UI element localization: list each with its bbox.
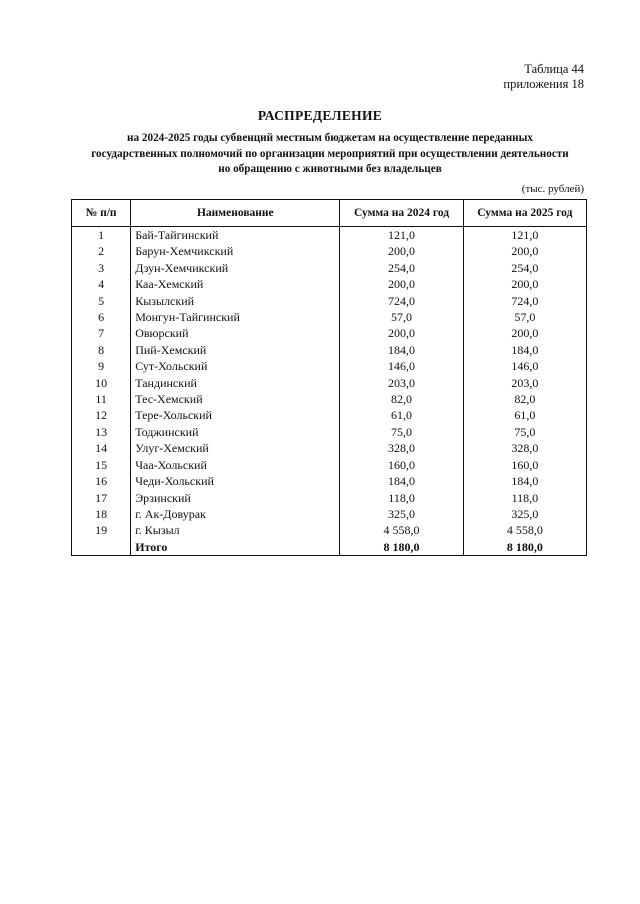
table-row (72, 243, 587, 259)
row-sum-2024-cell: 121,0 (340, 227, 463, 244)
row-sum-2025-cell: 75,0 (463, 424, 586, 440)
row-sum-2025-cell: 57,0 (463, 309, 586, 325)
row-sum-2024-cell: 160,0 (340, 457, 463, 473)
row-name-cell: Тоджинский (131, 424, 340, 440)
subtitle-line: государственных полномочий по организации мероприятий при осуществлении деятельности (91, 147, 569, 160)
total-sum-2025-cell: 8 180,0 (463, 539, 586, 556)
row-sum-2025-cell: 203,0 (463, 375, 586, 391)
row-name-cell: Тес-Хемский (131, 391, 340, 407)
table-row (72, 260, 587, 276)
row-name-cell: Монгун-Тайгинский (131, 309, 340, 325)
table-row (72, 490, 587, 506)
row-sum-2025-cell: 184,0 (463, 342, 586, 358)
subtitle-line: на 2024-2025 годы субвенций местным бюджетам на осуществление переданных (127, 132, 533, 144)
row-sum-2025-cell: 4 558,0 (463, 522, 586, 538)
table-row (72, 375, 587, 391)
row-sum-2025-cell: 200,0 (463, 325, 586, 341)
row-sum-2025-cell: 200,0 (463, 276, 586, 292)
column-header-number: № п/п (72, 200, 131, 227)
row-name-cell: Тере-Хольский (131, 407, 340, 423)
row-number-cell: 12 (72, 407, 131, 423)
table-row (72, 391, 587, 407)
total-number-cell (72, 539, 131, 556)
row-number-cell: 2 (72, 243, 131, 259)
row-sum-2024-cell: 724,0 (340, 293, 463, 309)
row-sum-2025-cell: 146,0 (463, 358, 586, 374)
row-number-cell: 16 (72, 473, 131, 489)
table-row (72, 473, 587, 489)
row-name-cell: Дзун-Хемчикский (131, 260, 340, 276)
document-subtitle (60, 131, 600, 178)
row-number-cell: 11 (72, 391, 131, 407)
row-sum-2024-cell: 200,0 (340, 243, 463, 259)
table-row (72, 325, 587, 341)
column-header-sum-2024: Сумма на 2024 год (340, 200, 463, 227)
table-row (72, 522, 587, 538)
row-number-cell: 13 (72, 424, 131, 440)
row-sum-2024-cell: 200,0 (340, 325, 463, 341)
row-sum-2025-cell: 328,0 (463, 440, 586, 456)
row-number-cell: 19 (72, 522, 131, 538)
row-sum-2024-cell: 328,0 (340, 440, 463, 456)
row-sum-2025-cell: 121,0 (463, 227, 586, 244)
row-sum-2025-cell: 118,0 (463, 490, 586, 506)
row-sum-2024-cell: 203,0 (340, 375, 463, 391)
row-number-cell: 15 (72, 457, 131, 473)
column-header-name: Наименование (131, 200, 340, 227)
row-name-cell: Каа-Хемский (131, 276, 340, 292)
distribution-table (71, 199, 587, 556)
table-row (72, 424, 587, 440)
row-name-cell: Сут-Хольский (131, 358, 340, 374)
row-number-cell: 6 (72, 309, 131, 325)
row-number-cell: 3 (72, 260, 131, 276)
row-name-cell: Барун-Хемчикский (131, 243, 340, 259)
row-name-cell: г. Ак-Довурак (131, 506, 340, 522)
appendix-number: приложения 18 (503, 77, 584, 91)
row-sum-2024-cell: 254,0 (340, 260, 463, 276)
row-number-cell: 9 (72, 358, 131, 374)
table-row (72, 227, 587, 244)
row-sum-2025-cell: 61,0 (463, 407, 586, 423)
total-label-cell: Итого (131, 539, 340, 556)
unit-label: (тыс. рублей) (521, 183, 584, 195)
row-name-cell: Улуг-Хемский (131, 440, 340, 456)
row-sum-2024-cell: 57,0 (340, 309, 463, 325)
table-row (72, 276, 587, 292)
row-sum-2025-cell: 254,0 (463, 260, 586, 276)
row-sum-2025-cell: 200,0 (463, 243, 586, 259)
table-header-row (72, 200, 587, 227)
row-name-cell: Пий-Хемский (131, 342, 340, 358)
row-sum-2025-cell: 325,0 (463, 506, 586, 522)
row-sum-2025-cell: 160,0 (463, 457, 586, 473)
row-sum-2024-cell: 184,0 (340, 473, 463, 489)
row-number-cell: 10 (72, 375, 131, 391)
table-number: Таблица 44 (524, 62, 584, 76)
table-row (72, 440, 587, 456)
row-name-cell: Кызылский (131, 293, 340, 309)
row-number-cell: 5 (72, 293, 131, 309)
table-row (72, 457, 587, 473)
row-name-cell: г. Кызыл (131, 522, 340, 538)
row-sum-2024-cell: 75,0 (340, 424, 463, 440)
row-number-cell: 8 (72, 342, 131, 358)
row-sum-2024-cell: 184,0 (340, 342, 463, 358)
row-sum-2024-cell: 82,0 (340, 391, 463, 407)
document-title: РАСПРЕДЕЛЕНИЕ (257, 108, 383, 123)
row-sum-2025-cell: 82,0 (463, 391, 586, 407)
row-sum-2024-cell: 325,0 (340, 506, 463, 522)
row-name-cell: Чаа-Хольский (131, 457, 340, 473)
subtitle-line: но обращению с животными без владельцев (218, 163, 442, 175)
row-number-cell: 1 (72, 227, 131, 244)
table-row (72, 407, 587, 423)
row-number-cell: 17 (72, 490, 131, 506)
table-body (72, 227, 587, 556)
row-name-cell: Чеди-Хольский (131, 473, 340, 489)
table-row (72, 358, 587, 374)
column-header-sum-2025: Сумма на 2025 год (463, 200, 586, 227)
total-sum-2024-cell: 8 180,0 (340, 539, 463, 556)
row-sum-2024-cell: 200,0 (340, 276, 463, 292)
row-name-cell: Овюрский (131, 325, 340, 341)
row-number-cell: 7 (72, 325, 131, 341)
row-name-cell: Тандинский (131, 375, 340, 391)
row-name-cell: Эрзинский (131, 490, 340, 506)
total-row (72, 539, 587, 556)
row-sum-2025-cell: 184,0 (463, 473, 586, 489)
table-row (72, 293, 587, 309)
row-sum-2024-cell: 118,0 (340, 490, 463, 506)
row-name-cell: Бай-Тайгинский (131, 227, 340, 244)
table-reference (503, 62, 584, 92)
table-row (72, 309, 587, 325)
row-number-cell: 4 (72, 276, 131, 292)
row-sum-2025-cell: 724,0 (463, 293, 586, 309)
table-row (72, 342, 587, 358)
row-sum-2024-cell: 61,0 (340, 407, 463, 423)
row-number-cell: 18 (72, 506, 131, 522)
row-sum-2024-cell: 4 558,0 (340, 522, 463, 538)
row-sum-2024-cell: 146,0 (340, 358, 463, 374)
row-number-cell: 14 (72, 440, 131, 456)
table-row (72, 506, 587, 522)
